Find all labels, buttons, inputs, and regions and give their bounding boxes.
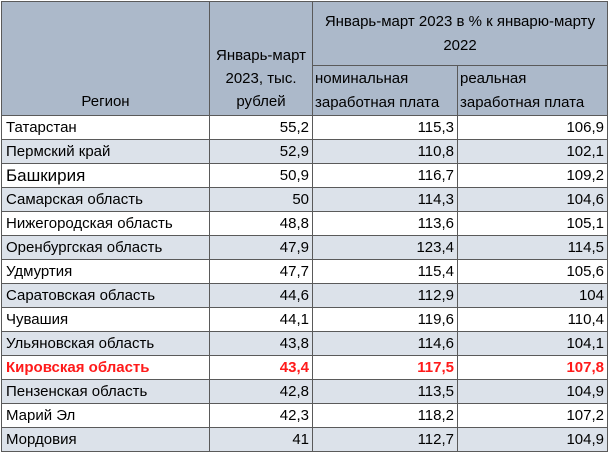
table-row (2, 236, 608, 260)
cell-salary: 52,9 (210, 140, 313, 164)
cell-real: 107,8 (458, 356, 608, 380)
cell-nominal: 112,7 (313, 428, 458, 452)
cell-nominal: 113,5 (313, 380, 458, 404)
cell-region: Самарская область (2, 188, 210, 212)
table-row (2, 116, 608, 140)
header-salary (210, 2, 313, 116)
header-nominal-label: номинальная заработная плата (315, 70, 440, 111)
cell-nominal: 115,4 (313, 260, 458, 284)
cell-salary: 48,8 (210, 212, 313, 236)
table-row (2, 404, 608, 428)
cell-salary: 44,6 (210, 284, 313, 308)
table-row (2, 212, 608, 236)
cell-salary: 50,9 (210, 164, 313, 188)
cell-salary: 43,4 (210, 356, 313, 380)
cell-nominal: 116,7 (313, 164, 458, 188)
cell-real: 104 (458, 284, 608, 308)
table-row (2, 164, 608, 188)
cell-real: 102,1 (458, 140, 608, 164)
cell-real: 110,4 (458, 308, 608, 332)
cell-nominal: 112,9 (313, 284, 458, 308)
table-row (2, 260, 608, 284)
cell-region: Башкирия (2, 164, 210, 188)
cell-nominal: 119,6 (313, 308, 458, 332)
table-row (2, 140, 608, 164)
cell-real: 107,2 (458, 404, 608, 428)
cell-salary: 50 (210, 188, 313, 212)
cell-nominal: 117,5 (313, 356, 458, 380)
cell-real: 104,9 (458, 380, 608, 404)
header-real (458, 66, 608, 116)
table-row (2, 308, 608, 332)
cell-salary: 41 (210, 428, 313, 452)
cell-salary: 44,1 (210, 308, 313, 332)
cell-real: 105,1 (458, 212, 608, 236)
cell-nominal: 114,6 (313, 332, 458, 356)
table-row (2, 332, 608, 356)
cell-nominal: 123,4 (313, 236, 458, 260)
cell-salary: 42,8 (210, 380, 313, 404)
cell-region: Удмуртия (2, 260, 210, 284)
cell-nominal: 113,6 (313, 212, 458, 236)
cell-real: 109,2 (458, 164, 608, 188)
header-percent-group (313, 2, 608, 66)
cell-real: 114,5 (458, 236, 608, 260)
header-salary-label: Январь-март 2023, тыс. рублей (216, 47, 306, 110)
table-row (2, 284, 608, 308)
header-real-label: реальная заработная плата (460, 70, 585, 111)
header-region: Регион (2, 2, 210, 116)
cell-region: Саратовская область (2, 284, 210, 308)
salary-table (1, 1, 608, 452)
table-row (2, 380, 608, 404)
table-row-highlighted (2, 356, 608, 380)
cell-region: Ульяновская область (2, 332, 210, 356)
cell-real: 106,9 (458, 116, 608, 140)
cell-nominal: 115,3 (313, 116, 458, 140)
cell-region: Пермский край (2, 140, 210, 164)
cell-nominal: 110,8 (313, 140, 458, 164)
cell-real: 104,9 (458, 428, 608, 452)
cell-salary: 47,9 (210, 236, 313, 260)
cell-region: Кировская область (2, 356, 210, 380)
cell-real: 105,6 (458, 260, 608, 284)
table-row (2, 188, 608, 212)
cell-salary: 55,2 (210, 116, 313, 140)
cell-real: 104,1 (458, 332, 608, 356)
cell-real: 104,6 (458, 188, 608, 212)
cell-nominal: 118,2 (313, 404, 458, 428)
cell-region: Татарстан (2, 116, 210, 140)
cell-region: Оренбургская область (2, 236, 210, 260)
table-row (2, 428, 608, 452)
cell-region: Марий Эл (2, 404, 210, 428)
cell-region: Нижегородская область (2, 212, 210, 236)
header-nominal (313, 66, 458, 116)
cell-salary: 42,3 (210, 404, 313, 428)
cell-salary: 47,7 (210, 260, 313, 284)
cell-salary: 43,8 (210, 332, 313, 356)
cell-region: Чувашия (2, 308, 210, 332)
header-percent-group-label: Январь-март 2023 в % к январю-марту 2022 (324, 12, 596, 54)
cell-nominal: 114,3 (313, 188, 458, 212)
cell-region: Мордовия (2, 428, 210, 452)
cell-region: Пензенская область (2, 380, 210, 404)
